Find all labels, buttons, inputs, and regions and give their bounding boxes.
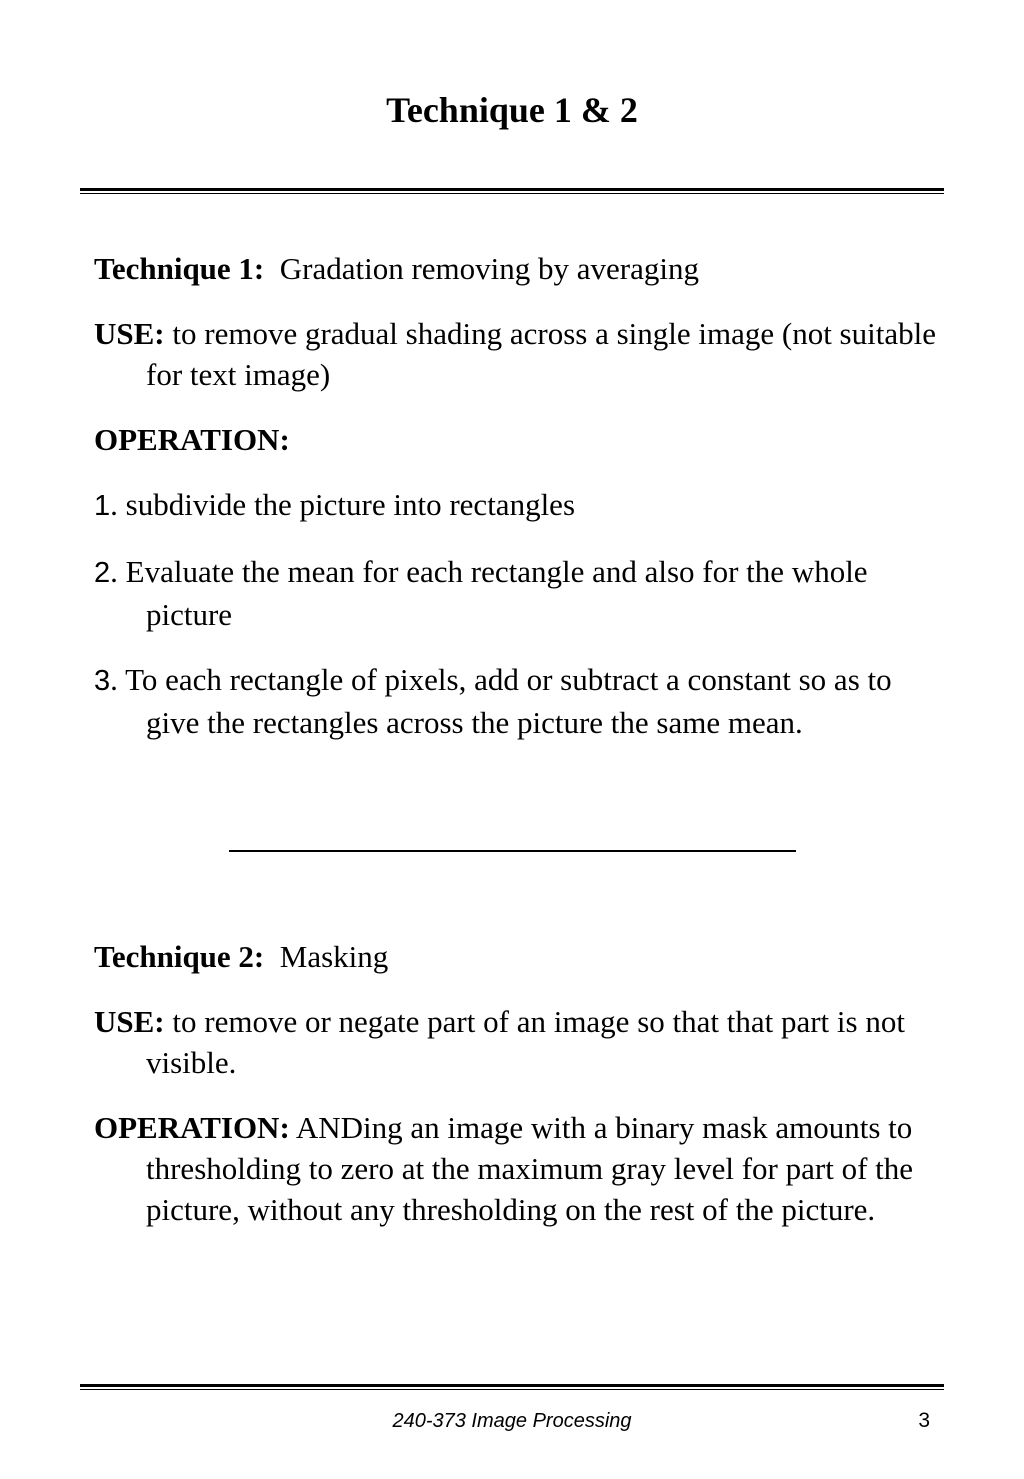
step-number: 3 [94, 665, 111, 697]
technique-1-operation-label [94, 419, 944, 460]
technique-2-heading-text: Masking [279, 939, 389, 974]
technique-1-step-3 [94, 659, 944, 743]
technique-1-step-1 [94, 484, 944, 527]
step-text: . Evaluate the mean for each rectangle and also for the whole picture [110, 554, 868, 632]
technique-2-heading [94, 936, 944, 977]
step-text: . subdivide the picture into rectangles [110, 487, 576, 522]
technique-2-use-text: to remove or negate part of an image so that that part is not visible. [146, 1004, 905, 1080]
technique-2-section [94, 936, 944, 1254]
technique-2-use-label: USE: [94, 1004, 165, 1039]
page-number: 3 [918, 1409, 930, 1432]
technique-1-heading-label: Technique 1: [94, 251, 265, 286]
technique-2-operation-label: OPERATION: [94, 1110, 290, 1145]
technique-1-use-text: to remove gradual shading across a single image (not suitable for text image) [146, 316, 936, 392]
technique-2-use [94, 1001, 944, 1083]
top-divider [80, 188, 944, 194]
technique-1-use [94, 313, 944, 395]
page-title: Technique 1 & 2 [386, 90, 638, 130]
technique-2-operation-text: ANDing an image with a binary mask amounts to thresholding to zero at the maximum gray level for part of the picture, without any thresholding on the rest of the picture. [146, 1110, 914, 1227]
technique-1-section [94, 248, 944, 767]
step-text: . To each rectangle of pixels, add or subtract a constant so as to give the rectangles across the picture the same mean. [110, 662, 892, 740]
footer-course: 240-373 Image Processing [392, 1410, 632, 1432]
operation-label: OPERATION: [94, 422, 290, 457]
step-number: 1 [94, 490, 111, 522]
technique-1-heading [94, 248, 944, 289]
section-divider [229, 850, 796, 852]
technique-2-operation [94, 1107, 944, 1230]
bottom-divider [80, 1384, 944, 1390]
step-number: 2 [94, 557, 111, 589]
technique-1-step-2 [94, 551, 944, 635]
technique-2-heading-label: Technique 2: [94, 939, 265, 974]
technique-1-use-label: USE: [94, 316, 165, 351]
technique-1-heading-text: Gradation removing by averaging [279, 251, 699, 286]
